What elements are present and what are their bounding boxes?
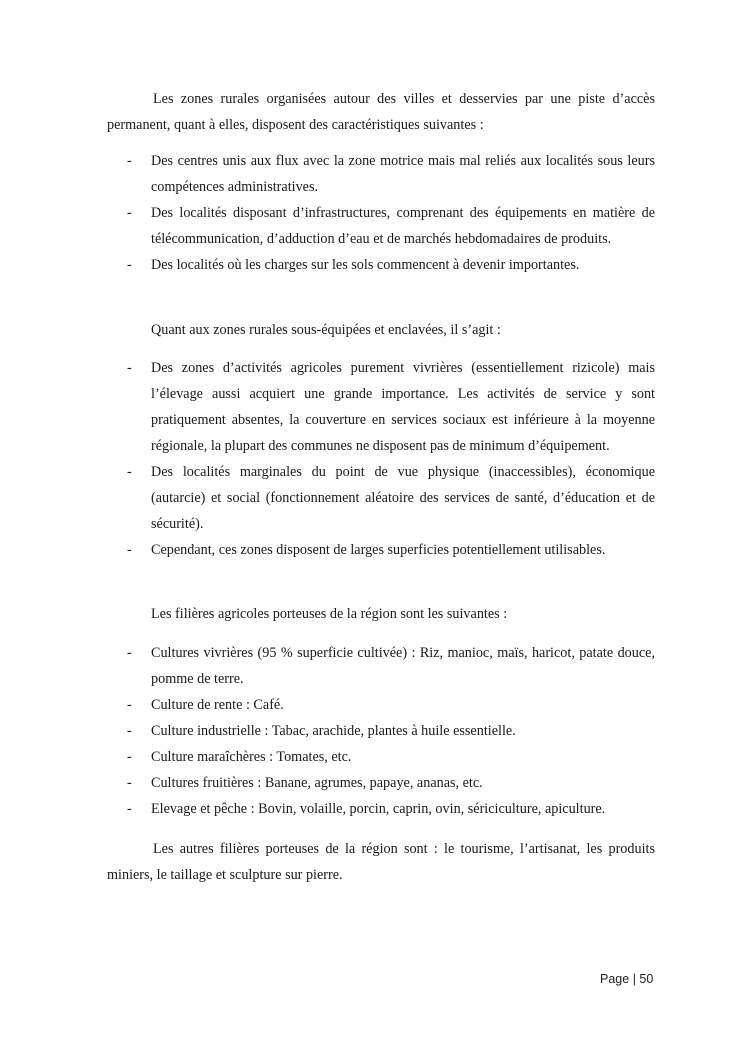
list-item: - Cependant, ces zones disposent de larges superficies potentiellement utilisables. — [107, 537, 655, 563]
list-item: - Cultures fruitières : Banane, agrumes, papaye, ananas, etc. — [107, 770, 655, 796]
list-item: - Des localités où les charges sur les sols commencent à devenir importantes. — [107, 252, 655, 278]
footer-label: Page — [600, 972, 630, 986]
list-item: - Culture maraîchères : Tomates, etc. — [107, 744, 655, 770]
bullet-dash: - — [127, 801, 132, 817]
bullet-dash: - — [127, 749, 132, 765]
paragraph-sectors-intro: Les filières agricoles porteuses de la région sont les suivantes : — [151, 606, 508, 622]
footer-separator: | — [632, 972, 636, 986]
paragraph-rural-zones: Les zones rurales organisées autour des villes et desservies par une piste d’accès permanent, quant à elles, disposent des caractéristiques suivantes : — [107, 91, 655, 133]
bullet-dash: - — [127, 645, 132, 661]
paragraph-other-sectors: Les autres filières porteuses de la région sont : le tourisme, l’artisanat, les produits miniers, le taillage et sculpture sur pierre. — [107, 841, 655, 883]
bullet-dash: - — [127, 464, 132, 480]
list-item: - Des centres unis aux flux avec la zone motrice mais mal reliés aux localités sous leurs compétences administratives. — [107, 148, 655, 200]
bullet-dash: - — [127, 205, 132, 221]
page-number: 50 — [639, 972, 654, 986]
bullet-dash: - — [127, 697, 132, 713]
bullet-dash: - — [127, 257, 132, 273]
list-item: - Culture de rente : Café. — [107, 692, 655, 718]
list-item: - Des localités marginales du point de vue physique (inaccessibles), économique (autarcie) et social (fonctionnement aléatoire des services de santé, d’éducation et de sécurité). — [107, 459, 655, 537]
list-agricultural-sectors — [107, 640, 655, 822]
list-underequipped — [107, 355, 655, 563]
list-item: - Des localités disposant d’infrastructures, comprenant des équipements en matière de télécommunication, d’adduction d’eau et de marchés hebdomadaires de produits. — [107, 200, 655, 252]
list-item: - Culture industrielle : Tabac, arachide, plantes à huile essentielle. — [107, 718, 655, 744]
section-underequipped — [107, 317, 655, 343]
bullet-dash: - — [127, 723, 132, 739]
paragraph-underequipped-intro: Quant aux zones rurales sous-équipées et enclavées, il s’agit : — [151, 322, 501, 338]
list-item: - Des zones d’activités agricoles purement vivrières (essentiellement rizicole) mais l’élevage aussi acquiert une grande importance. Les activités de service y sont pratiquement absentes, la couverture en services sociaux est inférieure à la moyenne régionale, la plupart des communes ne disposent pas de minimum d’équipement. — [107, 355, 655, 459]
section-other-sectors — [107, 836, 655, 888]
bullet-dash: - — [127, 360, 132, 376]
section-intro — [107, 86, 655, 138]
bullet-dash: - — [127, 775, 132, 791]
list-item: - Elevage et pêche : Bovin, volaille, porcin, caprin, ovin, sériciculture, apiculture. — [107, 796, 655, 822]
list-item: - Cultures vivrières (95 % superficie cultivée) : Riz, manioc, maïs, haricot, patate douce, pomme de terre. — [107, 640, 655, 692]
bullet-dash: - — [127, 542, 132, 558]
page-footer — [600, 972, 653, 986]
section-agricultural-sectors — [107, 601, 655, 627]
list-characteristics — [107, 148, 655, 278]
bullet-dash: - — [127, 153, 132, 169]
